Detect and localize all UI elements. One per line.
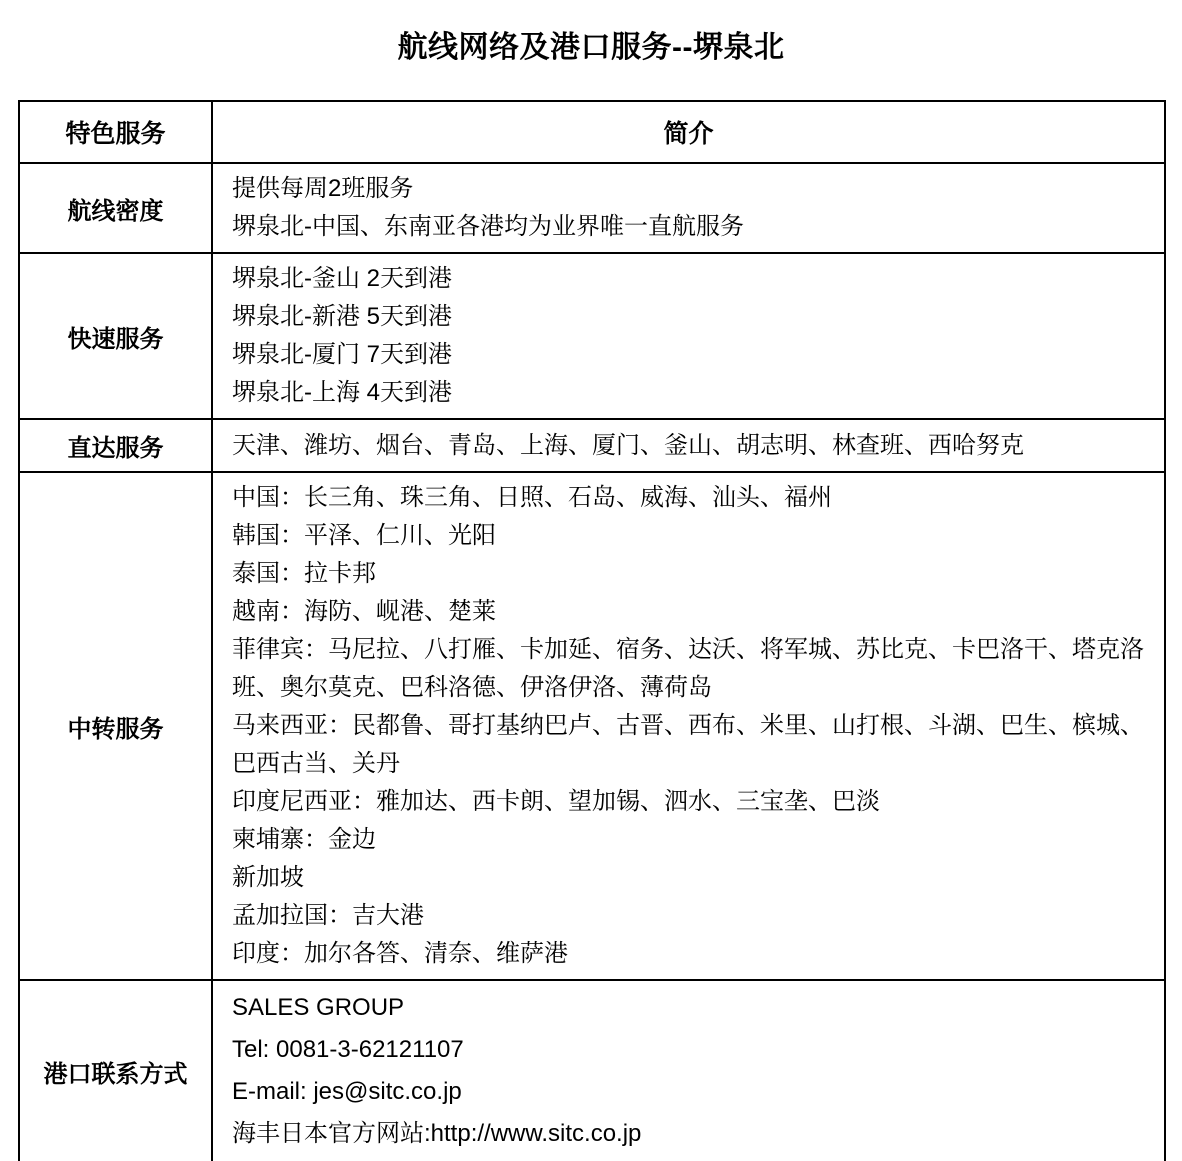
content-line: 越南：海防、岘港、楚莱: [232, 598, 496, 625]
row-content-fast-service: [212, 253, 1165, 419]
content-line: 中国：长三角、珠三角、日照、石岛、威海、汕头、福州: [232, 484, 832, 511]
services-table: [18, 100, 1166, 1161]
table-row-direct-service: [19, 419, 1165, 472]
column-header-featured-service: 特色服务: [19, 101, 212, 163]
content-line: 海丰日本官方网站:http://www.sitc.co.jp: [232, 1120, 642, 1147]
row-label-fast-service: 快速服务: [19, 253, 212, 419]
table-body: [19, 163, 1165, 1161]
content-line: 堺泉北-上海 4天到港: [232, 379, 453, 406]
content-line: 菲律宾：马尼拉、八打雁、卡加延、宿务、达沃、将军城、苏比克、卡巴洛干、塔克洛班、奥尔莫克、巴科洛德、伊洛伊洛、薄荷岛: [232, 636, 1144, 701]
content-line: 堺泉北-中国、东南亚各港均为业界唯一直航服务: [232, 213, 744, 240]
content-line: 新加坡: [232, 864, 304, 891]
row-label-transshipment-service: 中转服务: [19, 472, 212, 980]
table-row-transshipment-service: [19, 472, 1165, 980]
content-line: 印度尼西亚：雅加达、西卡朗、望加锡、泗水、三宝垄、巴淡: [232, 788, 880, 815]
table-row-fast-service: [19, 253, 1165, 419]
column-header-intro: 简介: [212, 101, 1165, 163]
page-title: 航线网络及港口服务--堺泉北: [397, 31, 785, 64]
content-line: 韩国：平泽、仁川、光阳: [232, 522, 496, 549]
row-content-transshipment-service: [212, 472, 1165, 980]
content-line: E-mail: jes@sitc.co.jp: [232, 1078, 462, 1105]
content-line: 泰国：拉卡邦: [232, 560, 376, 587]
content-line: 堺泉北-新港 5天到港: [232, 303, 453, 330]
table-row-port-contact: [19, 980, 1165, 1161]
row-label-direct-service: 直达服务: [19, 419, 212, 472]
content-line: 堺泉北-釜山 2天到港: [232, 265, 453, 292]
content-line: 柬埔寨：金边: [232, 826, 376, 853]
content-line: 马来西亚：民都鲁、哥打基纳巴卢、古晋、西布、米里、山打根、斗湖、巴生、槟城、巴西古当、关丹: [232, 712, 1144, 777]
row-label-route-density: 航线密度: [19, 163, 212, 253]
content-line: 印度：加尔各答、清奈、维萨港: [232, 940, 568, 967]
content-line: Tel: 0081-3-62121107: [232, 1036, 464, 1063]
table-row-route-density: [19, 163, 1165, 253]
row-content-route-density: [212, 163, 1165, 253]
content-line: 提供每周2班服务: [232, 175, 414, 202]
content-line: 孟加拉国：吉大港: [232, 902, 424, 929]
row-content-direct-service: [212, 419, 1165, 472]
content-line: SALES GROUP: [232, 994, 405, 1021]
row-label-port-contact: 港口联系方式: [19, 980, 212, 1161]
table-header-row: [19, 101, 1165, 163]
content-line: 天津、潍坊、烟台、青岛、上海、厦门、釜山、胡志明、林查班、西哈努克: [232, 431, 1024, 459]
content-line: 堺泉北-厦门 7天到港: [232, 341, 453, 368]
row-content-port-contact: [212, 980, 1165, 1161]
